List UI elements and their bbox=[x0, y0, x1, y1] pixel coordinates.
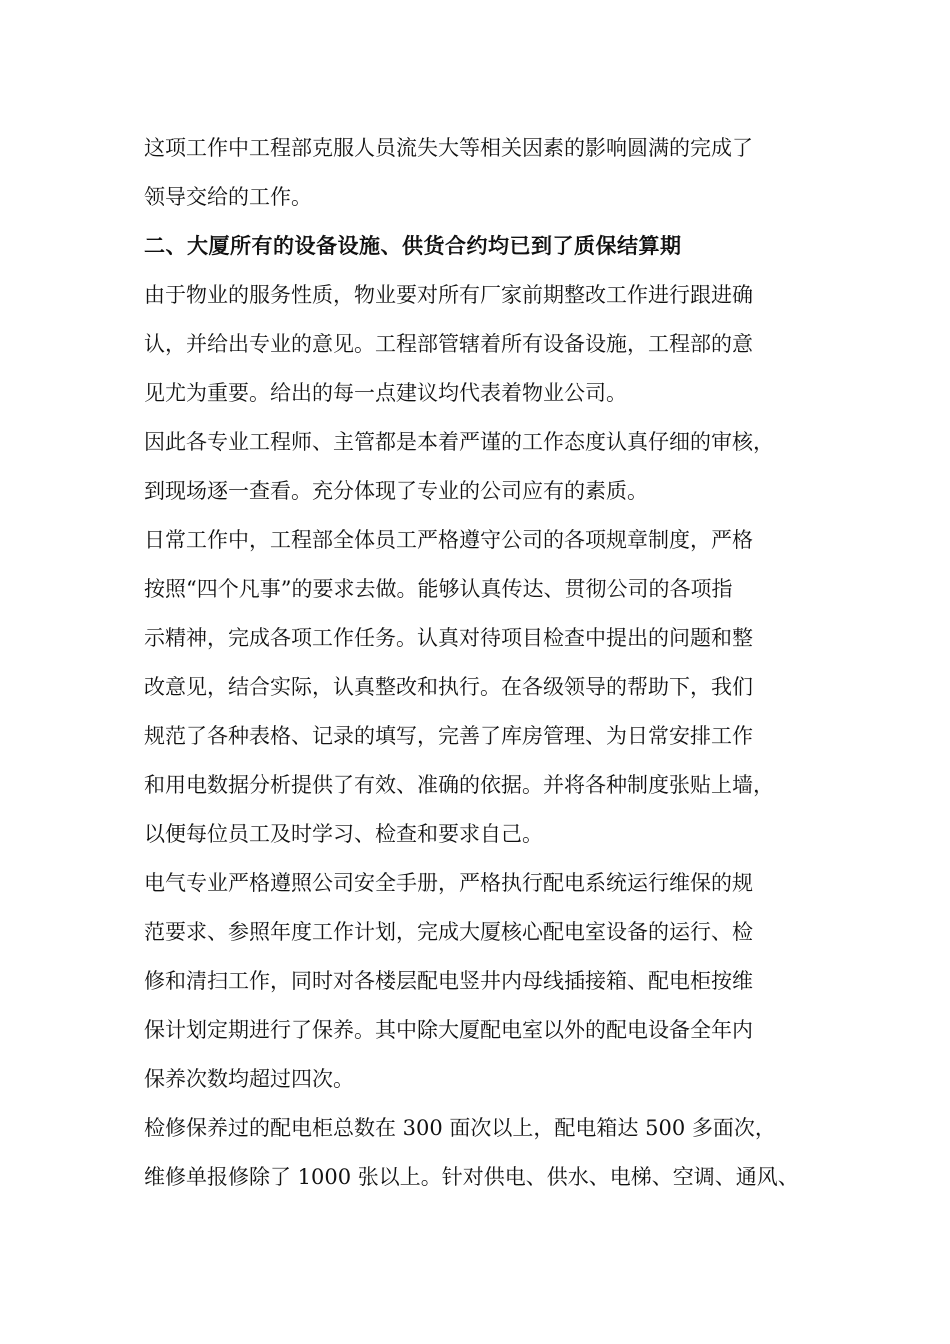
body-line: 规范了各种表格、记录的填写，完善了库房管理、为日常安排工作 bbox=[144, 724, 753, 748]
body-line: 按照“四个凡事”的要求去做。能够认真传达、贯彻公司的各项指 bbox=[144, 577, 733, 601]
body-line: 因此各专业工程师、主管都是本着严谨的工作态度认真仔细的审核， bbox=[144, 430, 774, 454]
body-line: 保计划定期进行了保养。其中除大厦配电室以外的配电设备全年内 bbox=[144, 1018, 753, 1042]
body-line: 示精神，完成各项工作任务。认真对待项目检查中提出的问题和整 bbox=[144, 626, 753, 650]
body-line: 这项工作中工程部克服人员流失大等相关因素的影响圆满的完成了 bbox=[144, 136, 753, 160]
body-line: 和用电数据分析提供了有效、准确的依据。并将各种制度张贴上墙， bbox=[144, 773, 774, 797]
body-line: 修和清扫工作，同时对各楼层配电竖井内母线插接箱、配电柜按维 bbox=[144, 969, 753, 993]
body-line: 范要求、参照年度工作计划，完成大厦核心配电室设备的运行、检 bbox=[144, 920, 753, 944]
body-line: 到现场逐一查看。充分体现了专业的公司应有的素质。 bbox=[144, 479, 648, 503]
body-line: 保养次数均超过四次。 bbox=[144, 1067, 354, 1091]
body-line: 以便每位员工及时学习、检查和要求自己。 bbox=[144, 822, 543, 846]
body-line: 领导交给的工作。 bbox=[144, 185, 312, 209]
section-heading: 二、大厦所有的设备设施、供货合约均已到了质保结算期 bbox=[144, 234, 682, 258]
body-line: 日常工作中，工程部全体员工严格遵守公司的各项规章制度，严格 bbox=[144, 528, 753, 552]
body-line: 检修保养过的配电柜总数在 300 面次以上，配电箱达 500 多面次， bbox=[144, 1116, 776, 1140]
body-line: 改意见，结合实际，认真整改和执行。在各级领导的帮助下，我们 bbox=[144, 675, 753, 699]
body-line: 认，并给出专业的意见。工程部管辖着所有设备设施，工程部的意 bbox=[144, 332, 753, 356]
body-line: 维修单报修除了 1000 张以上。针对供电、供水、电梯、空调、通风、 bbox=[144, 1165, 799, 1189]
body-line: 见尤为重要。给出的每一点建议均代表着物业公司。 bbox=[144, 381, 627, 405]
body-line: 电气专业严格遵照公司安全手册，严格执行配电系统运行维保的规 bbox=[144, 871, 753, 895]
body-line: 由于物业的服务性质，物业要对所有厂家前期整改工作进行跟进确 bbox=[144, 283, 753, 307]
document-body bbox=[144, 124, 826, 1202]
